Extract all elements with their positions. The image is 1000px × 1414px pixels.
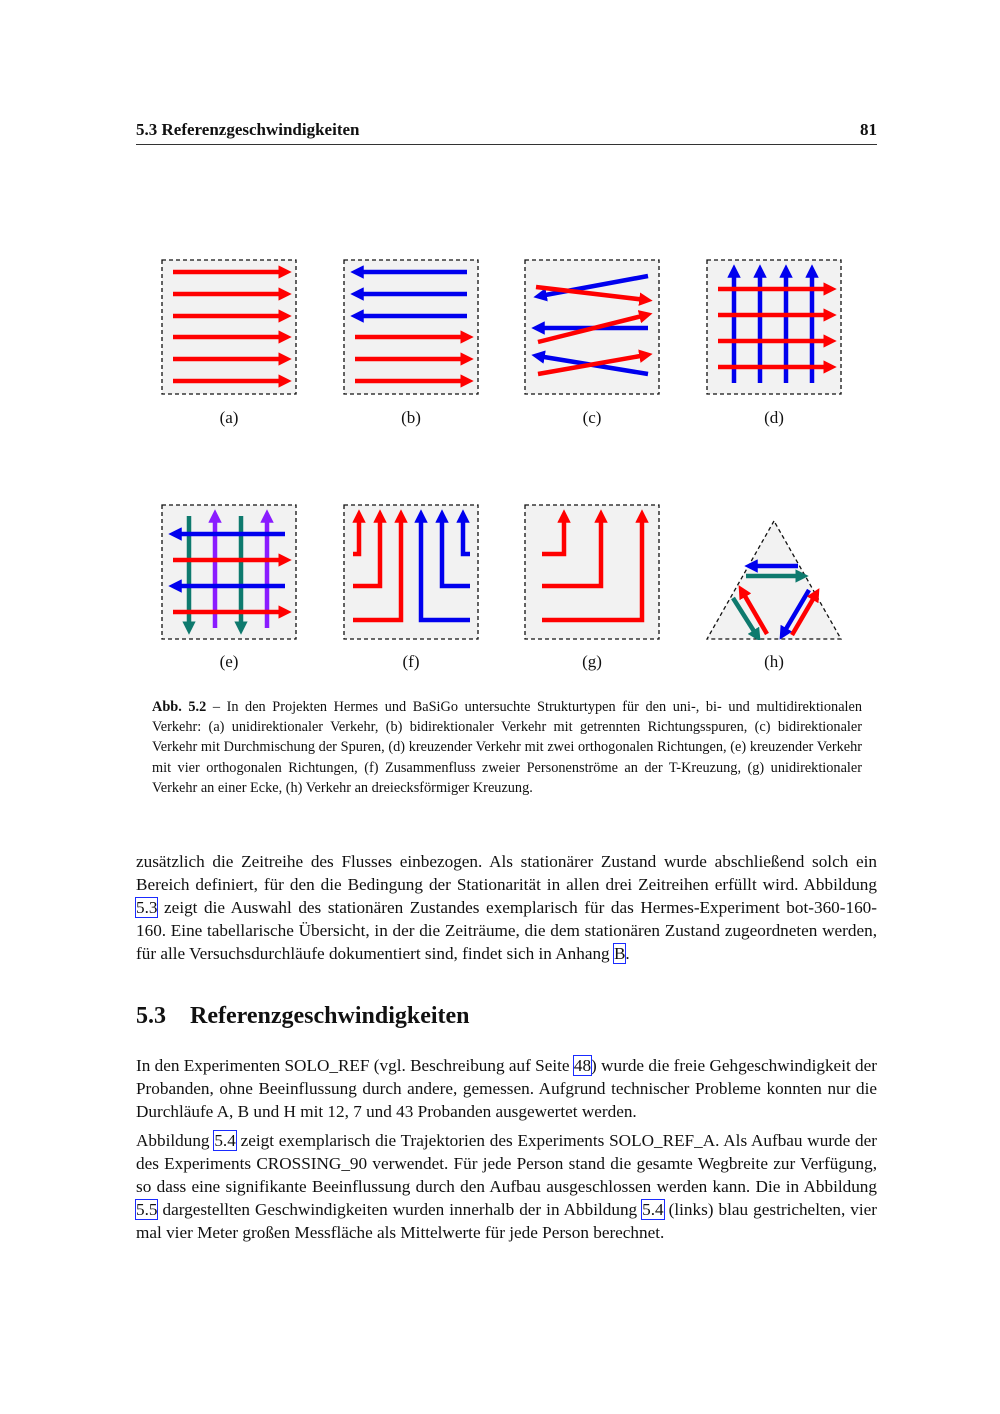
diagram-panel-a bbox=[161, 259, 297, 395]
label-c: (c) bbox=[582, 408, 602, 427]
dashed-boundary bbox=[707, 260, 841, 394]
label-d: (d) bbox=[764, 408, 784, 427]
label-b: (b) bbox=[401, 408, 421, 427]
dashed-boundary bbox=[162, 260, 296, 394]
diagram-panel-d bbox=[706, 259, 842, 395]
text: zeigt exemplarisch die Trajektorien des Experiments SOLO_REF_A. Als Aufbau wurde der des Experiments CROSSING_90 verwendet. Für jede Person stand die gesamte Wegbreite zur Verfügung, so dass eine signifikante Beeinflussung durch den Aufbau ausgeschlossen werden kann. Die in Abbildung bbox=[136, 1131, 877, 1196]
label-a: (a) bbox=[219, 408, 239, 427]
label-h: (h) bbox=[764, 652, 784, 671]
text: zusätzlich die Zeitreihe des Flusses einbezogen. Als stationärer Zustand wurde abschließend solch ein Bereich definiert, für den die Bedingung der Stationarität in allen drei Zeitreihen erfüllt wird. Abbildung bbox=[136, 852, 877, 894]
text: In den Experimenten SOLO_REF (vgl. Beschreibung auf Seite bbox=[136, 1056, 574, 1075]
caption-label: Abb. 5.2 bbox=[152, 699, 207, 715]
dashed-boundary bbox=[344, 260, 478, 394]
text: zeigt die Auswahl des stationären Zustandes exemplarisch für das Hermes-Experiment bot-360-160-160. Eine tabellarische Übersicht, in der die Zeiträume, die dem stationären Zustand zugeordneten werden, für alle Versuchsdurchläufe dokumentiert sind, findet sich in Anhang bbox=[136, 898, 877, 963]
diagram-panel-f bbox=[343, 504, 479, 640]
figure-link[interactable]: 5.3 bbox=[136, 898, 158, 917]
text: ) wurde die freie Gehgeschwindigkeit der Probanden, ohne Beeinflussung durch andere, gemessen. Aufgrund technischer Probleme konnten nur die Durchläufe A, B und H mit 12, 7 und 43 Probanden ausgewertet werden. bbox=[136, 1056, 877, 1121]
paragraph-1 bbox=[136, 850, 877, 971]
diagram-panel-b bbox=[343, 259, 479, 395]
dashed-boundary bbox=[162, 505, 296, 639]
diagram-panel-c bbox=[524, 259, 660, 395]
section-number: 5.3 bbox=[136, 1003, 166, 1029]
appendix-link[interactable]: B bbox=[613, 944, 626, 963]
page-number: 81 bbox=[860, 120, 877, 139]
diagram-panel-h bbox=[706, 504, 842, 640]
figure-link[interactable]: 5.5 bbox=[136, 1200, 158, 1219]
page-link[interactable]: 48 bbox=[573, 1056, 592, 1075]
triangle-boundary bbox=[707, 521, 841, 639]
caption-text: – In den Projekten Hermes und BaSiGo untersuchte Strukturtypen für den uni-, bi- und multidirektionalen Verkehr: (a) unidirektionaler Verkehr, (b) bidirektionaler Verkehr mit getrennten Richtungsspuren, (c) bidirektionaler Verkehr mit Durchmischung der Spuren, (d) kreuzender Verkehr mit zwei orthogonalen Richtungen, (e) kreuzender Verkehr mit vier orthogonalen Richtungen, (f) Zusammenfluss zweier Personenströme an der T-Kreuzung, (g) unidirektionaler Verkehr an einer Ecke, (h) Verkehr an dreiecksförmiger Kreuzung. bbox=[152, 699, 862, 796]
figure-caption bbox=[152, 697, 862, 798]
section-heading bbox=[136, 1003, 470, 1030]
running-header bbox=[136, 120, 877, 145]
section-title: Referenzgeschwindigkeiten bbox=[190, 1003, 470, 1029]
text: (links) blau gestrichelten, vier mal vier Meter großen Messfläche als Mittelwerte für jede Person berechnet. bbox=[136, 1200, 877, 1242]
text: Abbildung bbox=[136, 1131, 215, 1150]
header-section: 5.3 Referenzgeschwindigkeiten bbox=[136, 120, 360, 139]
label-f: (f) bbox=[402, 652, 420, 671]
paragraph-2 bbox=[136, 1054, 877, 1250]
diagram-panel-e bbox=[161, 504, 297, 640]
figure-link[interactable]: 5.4 bbox=[642, 1200, 664, 1219]
text: . bbox=[625, 944, 630, 963]
label-e: (e) bbox=[219, 652, 239, 671]
diagram-panel-g bbox=[524, 504, 660, 640]
text: dargestellten Geschwindigkeiten wurden innerhalb der in Abbildung bbox=[157, 1200, 643, 1219]
label-g: (g) bbox=[582, 652, 602, 671]
figure-link[interactable]: 5.4 bbox=[214, 1131, 236, 1150]
